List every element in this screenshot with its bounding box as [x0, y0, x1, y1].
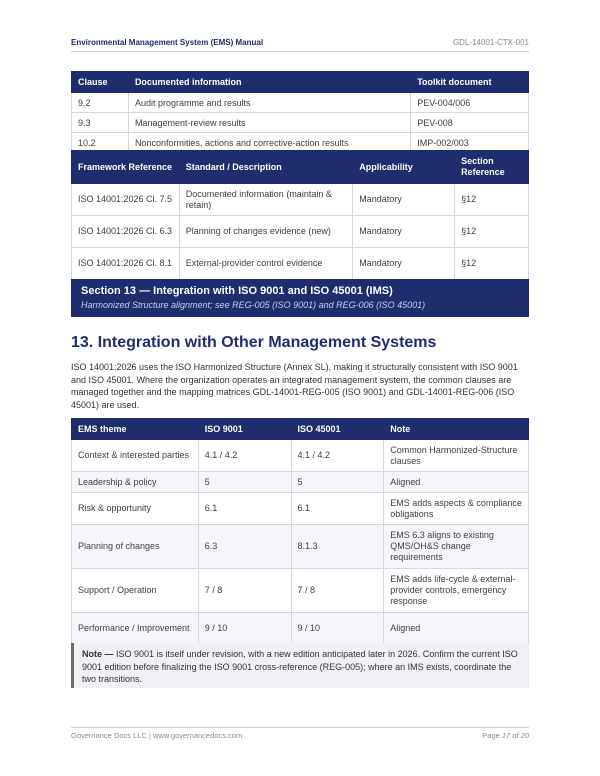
iso-9001-cell: 5: [198, 472, 291, 493]
table-row: [72, 248, 529, 280]
note-cell: EMS 6.3 aligns to existing QMS/OH&S change requirements: [384, 525, 529, 569]
documented-information-cell: Nonconformities, actions and corrective-action results: [128, 133, 410, 153]
clause-cell: 9.3: [72, 113, 129, 133]
note-cell: EMS adds aspects & compliance obligations: [384, 493, 529, 525]
note-cell: Aligned: [384, 472, 529, 493]
footer-company: Governance Docs LLC | www.governancedocs.com: [71, 731, 243, 740]
header-divider: [71, 51, 529, 52]
ems-theme-cell: Planning of changes: [72, 525, 199, 569]
table-row: [72, 493, 529, 525]
table-row: [72, 113, 529, 133]
note-cell: Aligned: [384, 613, 529, 645]
footer-divider: [71, 727, 529, 728]
ems-theme-cell: Performance / Improvement: [72, 613, 199, 645]
column-header-standard-description: Standard / Description: [179, 151, 352, 184]
table-row: [72, 569, 529, 613]
note-callout: [71, 643, 529, 688]
iso-9001-cell: 4.1 / 4.2: [198, 440, 291, 472]
column-header-iso-9001: ISO 9001: [198, 419, 291, 440]
ims-mapping-table: [71, 418, 529, 645]
section-heading: 13. Integration with Other Management Systems: [71, 334, 437, 351]
page-number-value: 17 of 20: [501, 731, 529, 740]
iso-9001-cell: 7 / 8: [198, 569, 291, 613]
standard-description-cell: Planning of changes evidence (new): [179, 216, 352, 248]
header-title: Environmental Management System (EMS) Manual: [71, 37, 264, 47]
standard-description-cell: Documented information (maintain & retain): [179, 184, 352, 216]
applicability-cell: Mandatory: [353, 248, 455, 280]
table-row: [72, 93, 529, 113]
note-cell: Common Harmonized-Structure clauses: [384, 440, 529, 472]
intro-paragraph: ISO 14001:2026 uses the ISO Harmonized Structure (Annex SL), making it structurally consistent with ISO 9001 and ISO 45001. Where the organization operates an integrated management system, the common clauses are managed together and the mapping matrices GDL-14001-REG-005 (ISO 9001) and GDL-14001-REG-006 (ISO 45001) are used.: [71, 362, 518, 410]
column-header-framework-reference: Framework Reference: [72, 151, 180, 184]
note-label: Note —: [82, 649, 114, 659]
column-header-ems-theme: EMS theme: [72, 419, 199, 440]
iso-45001-cell: 8.1.3: [291, 525, 384, 569]
table-row: [72, 525, 529, 569]
iso-45001-cell: 9 / 10: [291, 613, 384, 645]
iso-45001-cell: 7 / 8: [291, 569, 384, 613]
column-header-toolkit-document: Toolkit document: [411, 72, 529, 93]
iso-45001-cell: 4.1 / 4.2: [291, 440, 384, 472]
table-row: [72, 216, 529, 248]
clause-cell: 9.2: [72, 93, 129, 113]
table-row: [72, 440, 529, 472]
column-header-section-reference: Section Reference: [455, 151, 529, 184]
documented-information-cell: Audit programme and results: [128, 93, 410, 113]
column-header-documented-information: Documented information: [128, 72, 410, 93]
iso-45001-cell: 6.1: [291, 493, 384, 525]
note-text: ISO 9001 is itself under revision, with a new edition anticipated later in 2026. Confirm the current ISO 9001 edition before finalizing the ISO 9001 cross-reference (REG-005); where an IMS exists, coordinate the two transitions.: [82, 649, 518, 685]
framework-reference-cell: ISO 14001:2026 Cl. 7.5: [72, 184, 180, 216]
toolkit-document-cell: PEV-004/006: [411, 93, 529, 113]
section-reference-cell: §12: [455, 184, 529, 216]
page-footer: [71, 731, 529, 740]
table-row: [72, 184, 529, 216]
section-reference-cell: §12: [455, 248, 529, 280]
page-header: [71, 35, 529, 49]
applicability-cell: Mandatory: [353, 184, 455, 216]
page-label: Page: [482, 731, 500, 740]
ems-theme-cell: Risk & opportunity: [72, 493, 199, 525]
framework-reference-cell: ISO 14001:2026 Cl. 6.3: [72, 216, 180, 248]
section-banner-subtitle: Harmonized Structure alignment; see REG-005 (ISO 9001) and REG-006 (ISO 45001): [81, 300, 426, 310]
ems-theme-cell: Support / Operation: [72, 569, 199, 613]
header-doc-code: GDL-14001-CTX-001: [452, 37, 529, 47]
standard-description-cell: External-provider control evidence: [179, 248, 352, 280]
column-header-note: Note: [384, 419, 529, 440]
documented-information-cell: Management-review results: [128, 113, 410, 133]
documented-information-table: [71, 71, 529, 153]
iso-9001-cell: 9 / 10: [198, 613, 291, 645]
iso-9001-cell: 6.3: [198, 525, 291, 569]
column-header-applicability: Applicability: [353, 151, 455, 184]
ems-theme-cell: Leadership & policy: [72, 472, 199, 493]
column-header-clause: Clause: [72, 72, 129, 93]
iso-9001-cell: 6.1: [198, 493, 291, 525]
section-banner-title: Section 13 — Integration with ISO 9001 and ISO 45001 (IMS): [81, 285, 393, 297]
section-banner: [71, 279, 529, 317]
note-cell: EMS adds life-cycle & external-provider controls, emergency response: [384, 569, 529, 613]
ems-theme-cell: Context & interested parties: [72, 440, 199, 472]
toolkit-document-cell: PEV-008: [411, 113, 529, 133]
section-reference-cell: §12: [455, 216, 529, 248]
applicability-cell: Mandatory: [353, 216, 455, 248]
page-number: [482, 731, 529, 740]
column-header-iso-45001: ISO 45001: [291, 419, 384, 440]
framework-reference-table: [71, 150, 529, 280]
table-row: [72, 472, 529, 493]
iso-45001-cell: 5: [291, 472, 384, 493]
clause-cell: 10.2: [72, 133, 129, 153]
toolkit-document-cell: IMP-002/003: [411, 133, 529, 153]
framework-reference-cell: ISO 14001:2026 Cl. 8.1: [72, 248, 180, 280]
table-row: [72, 613, 529, 645]
